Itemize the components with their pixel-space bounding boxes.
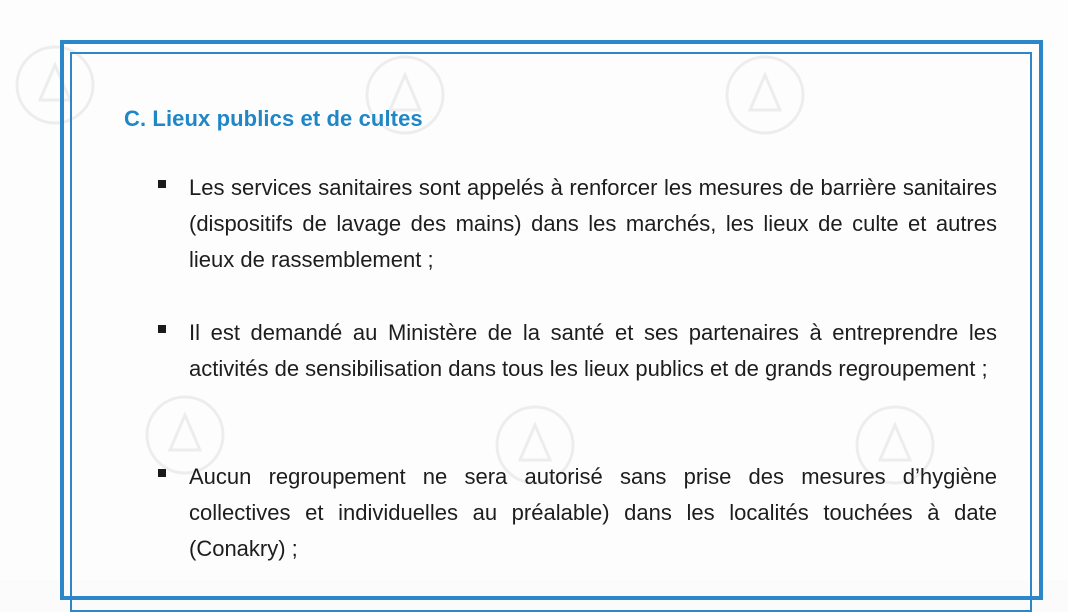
list-item-text: Il est demandé au Ministère de la santé et ses partenaires à entreprendre les activités de sensibilisation dans tous les lieux publics et de grands regroupement ; — [189, 320, 997, 381]
section-title: C. Lieux publics et de cultes — [124, 106, 423, 131]
bullet-square-icon — [158, 469, 166, 477]
list-item-text: Aucun regroupement ne sera autorisé sans prise des mesures d’hygiène collectives et individuelles au préalable) dans les localités touchées à date (Conakry) ; — [189, 464, 997, 561]
list-item-text: Les services sanitaires sont appelés à renforcer les mesures de barrière sanitaires (dispositifs de lavage des mains) dans les marchés, les lieux de culte et autres lieux de rassemblement ; — [189, 175, 997, 272]
bullet-square-icon — [158, 325, 166, 333]
bullet-square-icon — [158, 180, 166, 188]
